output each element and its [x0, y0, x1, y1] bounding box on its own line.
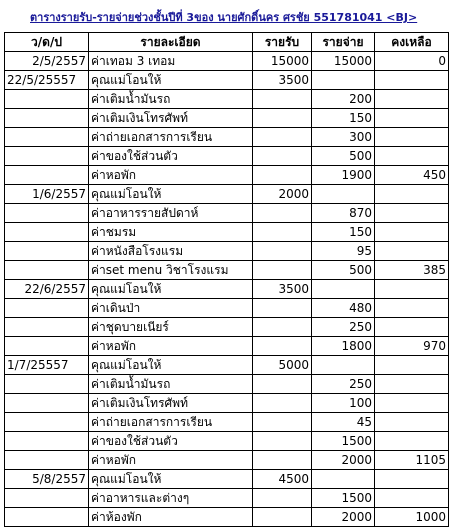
income-cell[interactable]: [253, 489, 312, 508]
date-cell[interactable]: [5, 90, 89, 109]
income-cell[interactable]: [253, 451, 312, 470]
date-cell[interactable]: 22/6/2557: [5, 280, 89, 299]
date-cell[interactable]: [5, 489, 89, 508]
income-cell[interactable]: [253, 242, 312, 261]
balance-cell[interactable]: [375, 280, 449, 299]
balance-cell[interactable]: 450: [375, 166, 449, 185]
income-cell[interactable]: [253, 508, 312, 527]
table-row: [5, 451, 449, 470]
date-cell[interactable]: [5, 432, 89, 451]
income-cell[interactable]: [253, 375, 312, 394]
table-row: [5, 71, 449, 90]
date-cell[interactable]: 1/7/25557: [5, 356, 89, 375]
balance-cell[interactable]: [375, 109, 449, 128]
income-cell[interactable]: [253, 394, 312, 413]
balance-cell[interactable]: [375, 356, 449, 375]
table-row: [5, 223, 449, 242]
detail-cell[interactable]: ค่าถ่ายเอกสารการเรียน: [89, 128, 253, 147]
balance-cell[interactable]: [375, 394, 449, 413]
detail-cell[interactable]: ค่าชุดบายเนียร์: [89, 318, 253, 337]
detail-cell[interactable]: คุณแม่โอนให้: [89, 280, 253, 299]
balance-cell[interactable]: [375, 413, 449, 432]
date-cell[interactable]: 22/5/25557: [5, 71, 89, 90]
balance-cell[interactable]: 970: [375, 337, 449, 356]
balance-cell[interactable]: [375, 204, 449, 223]
income-cell[interactable]: [253, 318, 312, 337]
balance-cell[interactable]: [375, 489, 449, 508]
balance-cell[interactable]: [375, 90, 449, 109]
income-expense-table: [4, 32, 449, 527]
expense-cell[interactable]: 250: [312, 375, 375, 394]
table-row: [5, 356, 449, 375]
balance-cell[interactable]: [375, 318, 449, 337]
income-cell[interactable]: [253, 432, 312, 451]
date-cell[interactable]: [5, 318, 89, 337]
date-cell[interactable]: 2/5/2557: [5, 52, 89, 71]
date-cell[interactable]: 5/8/2557: [5, 470, 89, 489]
table-row: [5, 90, 449, 109]
balance-cell[interactable]: [375, 128, 449, 147]
expense-cell[interactable]: 480: [312, 299, 375, 318]
table-row: [5, 242, 449, 261]
detail-cell[interactable]: คุณแม่โอนให้: [89, 71, 253, 90]
table-row: [5, 128, 449, 147]
header-expense[interactable]: รายจ่าย: [312, 33, 375, 52]
date-cell[interactable]: [5, 242, 89, 261]
table-row: [5, 109, 449, 128]
income-cell[interactable]: [253, 109, 312, 128]
detail-cell[interactable]: ค่าของใช้ส่วนตัว: [89, 147, 253, 166]
date-cell[interactable]: [5, 337, 89, 356]
balance-cell[interactable]: [375, 147, 449, 166]
expense-cell[interactable]: 2000: [312, 451, 375, 470]
expense-cell[interactable]: [312, 185, 375, 204]
date-cell[interactable]: 1/6/2557: [5, 185, 89, 204]
income-cell[interactable]: [253, 413, 312, 432]
balance-cell[interactable]: [375, 242, 449, 261]
expense-cell[interactable]: [312, 280, 375, 299]
expense-cell[interactable]: [312, 71, 375, 90]
balance-cell[interactable]: [375, 185, 449, 204]
detail-cell[interactable]: ค่าหอพัก: [89, 451, 253, 470]
sheet-title: ตารางรายรับ-รายจ่ายช่วงชั้นปีที่ 3ของ นายศักดิ์นคร ศรชัย 551781041 <BJ>: [30, 11, 418, 24]
balance-cell[interactable]: [375, 432, 449, 451]
table-row: [5, 508, 449, 527]
balance-cell[interactable]: [375, 375, 449, 394]
date-cell[interactable]: [5, 128, 89, 147]
balance-cell[interactable]: [375, 470, 449, 489]
detail-cell[interactable]: ค่าของใช้ส่วนตัว: [89, 432, 253, 451]
income-cell[interactable]: [253, 337, 312, 356]
date-cell[interactable]: [5, 299, 89, 318]
date-cell[interactable]: [5, 109, 89, 128]
income-cell[interactable]: 2000: [253, 185, 312, 204]
expense-cell[interactable]: 1900: [312, 166, 375, 185]
expense-cell[interactable]: 300: [312, 128, 375, 147]
detail-cell[interactable]: ค่าหนังสือโรงแรม: [89, 242, 253, 261]
header-row: [5, 33, 449, 52]
detail-cell[interactable]: ค่าเติมน้ำมันรถ: [89, 90, 253, 109]
header-detail[interactable]: รายละเอียด: [89, 33, 253, 52]
expense-cell[interactable]: 1800: [312, 337, 375, 356]
balance-cell[interactable]: [375, 71, 449, 90]
header-date[interactable]: ว/ด/ป: [5, 33, 89, 52]
income-cell[interactable]: [253, 90, 312, 109]
table-row: [5, 337, 449, 356]
date-cell[interactable]: [5, 147, 89, 166]
expense-cell[interactable]: 150: [312, 109, 375, 128]
table-row: [5, 394, 449, 413]
detail-cell[interactable]: ค่าอาหารรายสัปดาห์: [89, 204, 253, 223]
income-cell[interactable]: [253, 261, 312, 280]
income-cell[interactable]: 15000: [253, 52, 312, 71]
income-cell[interactable]: 3500: [253, 280, 312, 299]
detail-cell[interactable]: ค่าหอพัก: [89, 337, 253, 356]
table-row: [5, 470, 449, 489]
detail-cell[interactable]: ค่าชมรม: [89, 223, 253, 242]
income-cell[interactable]: [253, 166, 312, 185]
expense-cell[interactable]: 1500: [312, 489, 375, 508]
date-cell[interactable]: [5, 204, 89, 223]
expense-cell[interactable]: 15000: [312, 52, 375, 71]
expense-cell[interactable]: 100: [312, 394, 375, 413]
table-row: [5, 52, 449, 71]
table-body: [5, 52, 449, 527]
detail-cell[interactable]: ค่าset menu วิชาโรงแรม: [89, 261, 253, 280]
expense-cell[interactable]: 150: [312, 223, 375, 242]
header-income[interactable]: รายรับ: [253, 33, 312, 52]
table-row: [5, 166, 449, 185]
expense-cell[interactable]: 95: [312, 242, 375, 261]
detail-cell[interactable]: คุณแม่โอนให้: [89, 185, 253, 204]
table-row: [5, 204, 449, 223]
expense-cell[interactable]: 250: [312, 318, 375, 337]
detail-cell[interactable]: ค่าห้องพัก: [89, 508, 253, 527]
balance-cell[interactable]: [375, 299, 449, 318]
table-row: [5, 147, 449, 166]
detail-cell[interactable]: ค่าอาหารและต่างๆ: [89, 489, 253, 508]
balance-cell[interactable]: 1105: [375, 451, 449, 470]
detail-cell[interactable]: ค่าหอพัก: [89, 166, 253, 185]
expense-cell[interactable]: 45: [312, 413, 375, 432]
balance-cell[interactable]: [375, 223, 449, 242]
expense-cell[interactable]: 1500: [312, 432, 375, 451]
expense-cell[interactable]: 500: [312, 261, 375, 280]
date-cell[interactable]: [5, 394, 89, 413]
income-cell[interactable]: 5000: [253, 356, 312, 375]
income-cell[interactable]: [253, 299, 312, 318]
balance-cell[interactable]: 1000: [375, 508, 449, 527]
expense-cell[interactable]: [312, 470, 375, 489]
income-cell[interactable]: [253, 223, 312, 242]
table-row: [5, 261, 449, 280]
table-row: [5, 375, 449, 394]
date-cell[interactable]: [5, 166, 89, 185]
income-cell[interactable]: 3500: [253, 71, 312, 90]
table-row: [5, 299, 449, 318]
table-row: [5, 185, 449, 204]
detail-cell[interactable]: คุณแม่โอนให้: [89, 356, 253, 375]
date-cell[interactable]: [5, 223, 89, 242]
balance-cell[interactable]: 385: [375, 261, 449, 280]
date-cell[interactable]: [5, 375, 89, 394]
balance-cell[interactable]: 0: [375, 52, 449, 71]
expense-cell[interactable]: 500: [312, 147, 375, 166]
date-cell[interactable]: [5, 451, 89, 470]
detail-cell[interactable]: ค่าเทอม 3 เทอม: [89, 52, 253, 71]
table-row: [5, 280, 449, 299]
detail-cell[interactable]: ค่าเติมเงินโทรศัพท์: [89, 394, 253, 413]
detail-cell[interactable]: ค่าเติมเงินโทรศัพท์: [89, 109, 253, 128]
income-cell[interactable]: 4500: [253, 470, 312, 489]
table-row: [5, 432, 449, 451]
detail-cell[interactable]: ค่าเดินป่า: [89, 299, 253, 318]
date-cell[interactable]: [5, 261, 89, 280]
date-cell[interactable]: [5, 413, 89, 432]
detail-cell[interactable]: ค่าถ่ายเอกสารการเรียน: [89, 413, 253, 432]
expense-cell[interactable]: 200: [312, 90, 375, 109]
expense-cell[interactable]: 2000: [312, 508, 375, 527]
header-balance[interactable]: คงเหลือ: [375, 33, 449, 52]
table-row: [5, 413, 449, 432]
income-cell[interactable]: [253, 128, 312, 147]
expense-cell[interactable]: 870: [312, 204, 375, 223]
table-row: [5, 318, 449, 337]
expense-cell[interactable]: [312, 356, 375, 375]
detail-cell[interactable]: ค่าเติมน้ำมันรถ: [89, 375, 253, 394]
date-cell[interactable]: [5, 508, 89, 527]
detail-cell[interactable]: คุณแม่โอนให้: [89, 470, 253, 489]
table-row: [5, 489, 449, 508]
income-cell[interactable]: [253, 147, 312, 166]
income-cell[interactable]: [253, 204, 312, 223]
